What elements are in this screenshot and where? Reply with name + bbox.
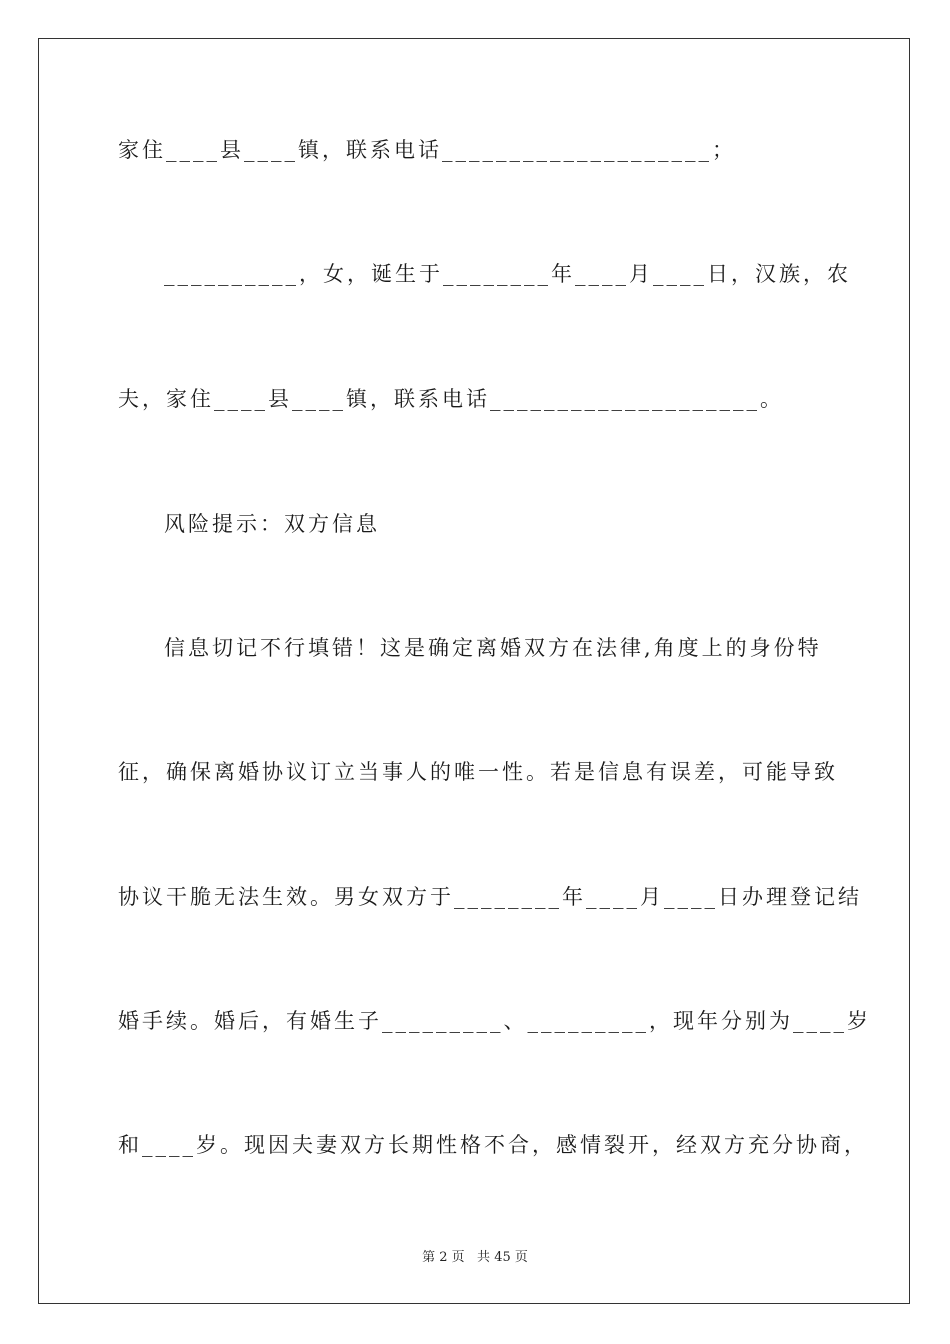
text-line-7: 协议干脆无法生效。男女双方于________年____月____日办理登记结: [118, 885, 862, 909]
text-line-9: 和____岁。现因夫妻双方长期性格不合，感情裂开，经双方充分协商，: [118, 1133, 868, 1157]
text-line-2: __________，女，诞生于________年____月____日，汉族，农: [164, 262, 851, 286]
text-line-6: 征，确保离婚协议订立当事人的唯一性。若是信息有误差，可能导致: [118, 760, 838, 784]
text-line-3: 夫，家住____县____镇，联系电话____________________。: [118, 387, 784, 411]
section-heading-risk-tip: 风险提示：双方信息: [164, 512, 380, 536]
page-border: [38, 38, 910, 1304]
text-line-1: 家住____县____镇，联系电话____________________；: [118, 138, 736, 162]
page-number-footer: 第 2 页 共 45 页: [422, 1250, 528, 1265]
text-line-5: 信息切记不行填错！这是确定离婚双方在法律,角度上的身份特: [164, 636, 822, 660]
text-line-8: 婚手续。婚后，有婚生子_________、_________，现年分别为____岁: [118, 1009, 871, 1033]
